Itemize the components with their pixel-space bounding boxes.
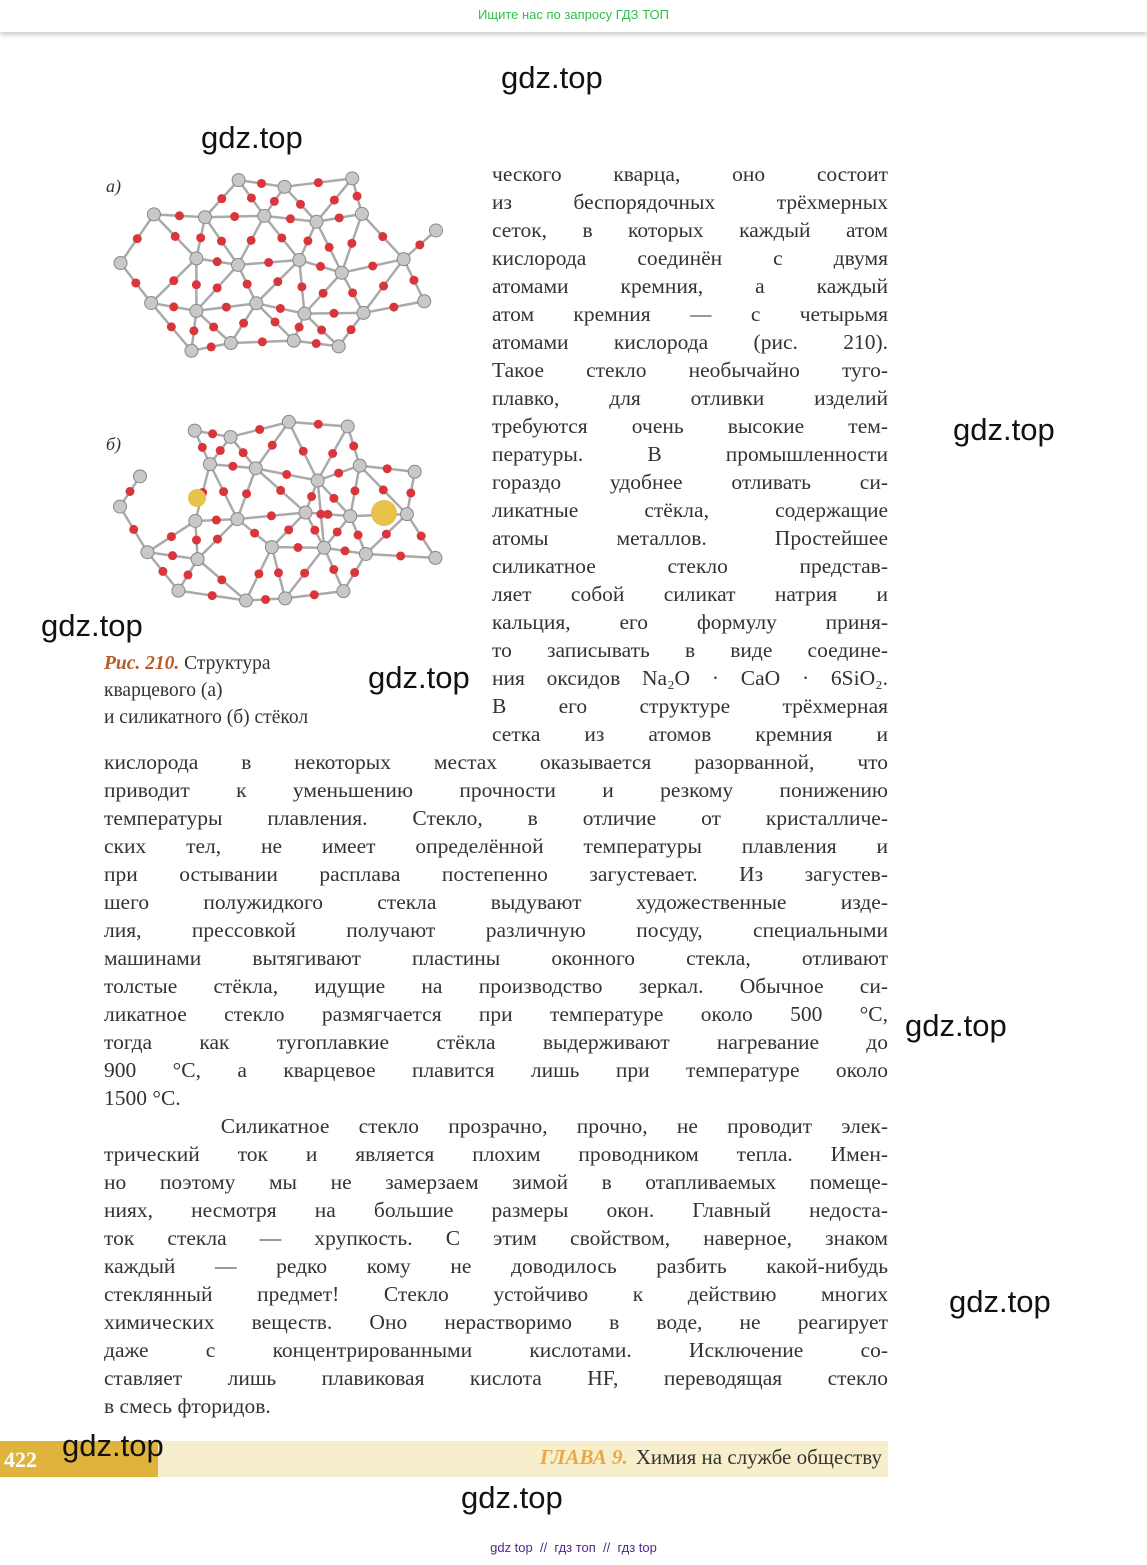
oxygen-atom <box>310 590 319 599</box>
oxygen-atom <box>169 302 178 311</box>
silicon-atom <box>141 546 154 559</box>
text-line: каждый — редко кому не доводилось разбить какой-нибудь <box>104 1254 888 1278</box>
oxygen-atom <box>319 289 328 298</box>
oxygen-atom <box>341 546 350 555</box>
text-line: ния оксидов Na₂O · CaO · 6SiO₂. <box>492 666 888 690</box>
oxygen-atom <box>222 303 231 312</box>
oxygen-atom <box>323 510 332 519</box>
oxygen-atom <box>382 530 391 539</box>
top-banner: Ищите нас по запросу ГДЗ ТОП <box>0 0 1147 32</box>
figure-caption: Рис. 210. Структура кварцевого (а) и силикатного (б) стёкол <box>104 653 309 728</box>
oxygen-atom <box>255 425 264 434</box>
silicon-atom <box>341 420 354 433</box>
text-line: но поэтому мы не замерзаем зимой в отапливаемых помеще- <box>104 1170 888 1194</box>
silicon-atom <box>190 304 203 317</box>
oxygen-atom <box>196 233 205 242</box>
oxygen-atom <box>216 446 225 455</box>
silicon-atom <box>408 465 421 478</box>
silicon-atom <box>287 334 300 347</box>
oxygen-atom <box>299 447 308 456</box>
oxygen-atom <box>329 494 338 503</box>
watermark: gdz.top <box>905 1008 1007 1043</box>
silicon-atom <box>355 207 368 220</box>
oxygen-atom <box>330 196 339 205</box>
text-line: сетка из атомов кремния и <box>492 722 888 746</box>
oxygen-atom <box>295 323 304 332</box>
text-line: пературы. В промышленности <box>492 442 888 466</box>
oxygen-atom <box>213 257 222 266</box>
oxygen-atom <box>317 326 326 335</box>
oxygen-atom <box>167 322 176 331</box>
text-line: атомы металлов. Простейшее <box>492 526 888 550</box>
oxygen-atom <box>129 525 138 534</box>
silicon-atom <box>311 474 324 487</box>
oxygen-atom <box>383 464 392 473</box>
oxygen-atom <box>267 511 276 520</box>
watermark: gdz.top <box>41 608 143 643</box>
oxygen-atom <box>217 237 226 246</box>
silicon-atom <box>224 430 237 443</box>
oxygen-atom <box>273 277 282 286</box>
silicon-atom <box>299 506 312 519</box>
watermark: gdz.top <box>62 1428 164 1463</box>
text-line: из беспорядочных трёхмерных <box>492 190 888 214</box>
text-line: ческого кварца, оно состоит <box>492 162 888 186</box>
oxygen-atom <box>417 532 426 541</box>
text-line: В его структуре трёхмерная <box>492 694 888 718</box>
silicon-atom <box>357 306 370 319</box>
silicon-atom <box>114 500 127 513</box>
text-line: толстые стёкла, идущие на производство зеркал. Обычное си- <box>104 974 888 998</box>
oxygen-atom <box>208 591 217 600</box>
oxygen-atom <box>213 283 222 292</box>
oxygen-atom <box>325 243 334 252</box>
page-number: 422 <box>0 1441 158 1477</box>
oxygen-atom <box>406 488 415 497</box>
silicon-atom <box>185 344 198 357</box>
oxygen-atom <box>329 309 338 318</box>
oxygen-atom <box>189 326 198 335</box>
oxygen-atom <box>347 325 356 334</box>
oxygen-atom <box>310 526 319 535</box>
silicon-atom <box>332 340 345 353</box>
text-line: ликатные стёкла, содержащие <box>492 498 888 522</box>
oxygen-atom <box>242 489 251 498</box>
oxygen-atom <box>207 342 216 351</box>
oxygen-atom <box>271 317 280 326</box>
oxygen-atom <box>217 194 226 203</box>
oxygen-atom <box>171 232 180 241</box>
oxygen-atom <box>133 234 142 243</box>
oxygen-atom <box>286 214 295 223</box>
text-line: требуются очень высокие тем- <box>492 414 888 438</box>
silicon-atom <box>134 470 147 483</box>
oxygen-atom <box>349 442 358 451</box>
oxygen-atom <box>126 487 135 496</box>
silicon-atom <box>231 258 244 271</box>
oxygen-atom <box>314 420 323 429</box>
oxygen-atom <box>258 337 267 346</box>
silicon-atom <box>337 585 350 598</box>
watermark: gdz.top <box>368 660 470 695</box>
oxygen-atom <box>239 319 248 328</box>
text-line: атомами кремния, а каждый <box>492 274 888 298</box>
oxygen-atom <box>277 233 286 242</box>
quartz-glass-structure <box>100 160 450 385</box>
oxygen-atom <box>243 280 252 289</box>
text-line: ток стекла — хрупкость. С этим свойством, наверное, знаком <box>104 1226 888 1250</box>
oxygen-atom <box>230 212 239 221</box>
metal-atom <box>188 489 206 507</box>
silicon-atom <box>265 541 278 554</box>
oxygen-atom <box>247 193 256 202</box>
silicon-atom <box>429 224 442 237</box>
silicon-atom <box>172 584 185 597</box>
oxygen-atom <box>350 568 359 577</box>
silicon-atom <box>250 297 263 310</box>
oxygen-atom <box>297 282 306 291</box>
text-line: атом кремния — с четырьмя <box>492 302 888 326</box>
text-line: Силикатное стекло прозрачно, прочно, не проводит элек- <box>104 1114 888 1138</box>
oxygen-atom <box>333 527 342 536</box>
oxygen-atom <box>217 575 226 584</box>
oxygen-atom <box>175 211 184 220</box>
text-line: 900 °С, а кварцевое плавится лишь при температуре около <box>104 1058 888 1082</box>
text-line: даже с концентрированными кислотами. Исключение со- <box>104 1338 888 1362</box>
text-line: трический ток и является плохим проводником тепла. Имен- <box>104 1142 888 1166</box>
text-line: ликатное стекло размягчается при температуре около 500 °С, <box>104 1002 888 1026</box>
silicon-atom <box>232 174 245 187</box>
oxygen-atom <box>268 441 277 450</box>
silicon-atom <box>145 296 158 309</box>
silicon-atom <box>198 211 211 224</box>
text-line: Такое стекло необычайно туго- <box>492 358 888 382</box>
oxygen-atom <box>389 303 398 312</box>
silicon-atom <box>279 592 292 605</box>
silicon-atom <box>318 541 331 554</box>
text-line: в смесь фторидов. <box>104 1394 271 1418</box>
oxygen-atom <box>239 448 248 457</box>
bottom-links[interactable]: gdz top // гдз топ // гдз top <box>490 1540 657 1555</box>
oxygen-atom <box>219 487 228 496</box>
figure-label-a: а) <box>106 176 121 196</box>
text-line: атомами кислорода (рис. 210). <box>492 330 888 354</box>
oxygen-atom <box>192 280 201 289</box>
oxygen-atom <box>378 232 387 241</box>
oxygen-atom <box>198 443 207 452</box>
text-line: шего полужидкого стекла выдувают художественные изде- <box>104 890 888 914</box>
text-line: то записывать в виде соедине- <box>492 638 888 662</box>
text-line: ставляет лишь плавиковая кислота HF, переводящая стекло <box>104 1366 888 1390</box>
oxygen-atom <box>264 258 273 267</box>
silicate-glass-structure <box>100 410 460 625</box>
oxygen-atom <box>353 192 362 201</box>
silicon-atom <box>335 266 348 279</box>
oxygen-atom <box>296 200 305 209</box>
oxygen-atom <box>167 532 176 541</box>
oxygen-atom <box>314 178 323 187</box>
oxygen-atom <box>409 276 418 285</box>
oxygen-atom <box>212 516 221 525</box>
text-line: кислорода в некоторых местах оказывается разорванной, что <box>104 750 888 774</box>
silicon-atom <box>258 209 271 222</box>
oxygen-atom <box>270 197 279 206</box>
oxygen-atom <box>192 536 201 545</box>
watermark: gdz.top <box>501 60 603 95</box>
oxygen-atom <box>350 486 359 495</box>
silicon-atom <box>278 180 291 193</box>
silicon-atom <box>310 215 323 228</box>
silicon-atom <box>397 253 410 266</box>
oxygen-atom <box>307 492 316 501</box>
silicon-atom <box>418 295 431 308</box>
oxygen-atom <box>282 470 291 479</box>
watermark: gdz.top <box>949 1284 1051 1319</box>
silicon-atom <box>191 553 204 566</box>
text-line: химических веществ. Оно нерастворимо в воде, не реагирует <box>104 1310 888 1334</box>
text-line: плавко, для отливки изделий <box>492 386 888 410</box>
oxygen-atom <box>335 213 344 222</box>
text-line: силикатное стекло представ- <box>492 554 888 578</box>
chapter-title: ГЛАВА 9. Химия на службе обществу <box>539 1445 882 1469</box>
oxygen-atom <box>312 339 321 348</box>
oxygen-atom <box>131 278 140 287</box>
oxygen-atom <box>261 595 270 604</box>
oxygen-atom <box>334 469 343 478</box>
text-line: ниях, несмотря на большие размеры окон. Главный недоста- <box>104 1198 888 1222</box>
text-line: лия, прессовкой получают различную посуду, специальными <box>104 918 888 942</box>
oxygen-atom <box>213 535 222 544</box>
text-line: кальция, его формулу приня- <box>492 610 888 634</box>
oxygen-atom <box>316 262 325 271</box>
text-line: приводит к уменьшению прочности и резкому понижению <box>104 778 888 802</box>
oxygen-atom <box>415 240 424 249</box>
oxygen-atom <box>168 551 177 560</box>
oxygen-atom <box>274 568 283 577</box>
oxygen-atom <box>348 288 357 297</box>
text-line: кислорода соединён с двумя <box>492 246 888 270</box>
text-line: машинами вытягивают пластины оконного стекла, отливают <box>104 946 888 970</box>
oxygen-atom <box>208 429 217 438</box>
silicon-atom <box>249 462 262 475</box>
silicon-atom <box>239 594 252 607</box>
metal-atom <box>371 500 397 526</box>
text-line: ляет собой силикат натрия и <box>492 582 888 606</box>
text-line: температуры плавления. Стекло, в отличие от кристалличе- <box>104 806 888 830</box>
oxygen-atom <box>276 486 285 495</box>
watermark: gdz.top <box>201 120 303 155</box>
silicon-atom <box>147 208 160 221</box>
text-line: тогда как тугоплавкие стёкла выдерживают нагревание до <box>104 1030 888 1054</box>
silicon-atom <box>298 307 311 320</box>
silicon-atom <box>190 252 203 265</box>
silicon-atom <box>282 415 295 428</box>
oxygen-atom <box>293 543 302 552</box>
silicon-atom <box>114 256 127 269</box>
silicon-atom <box>353 459 366 472</box>
silicon-atom <box>189 514 202 527</box>
oxygen-atom <box>329 565 338 574</box>
silicon-atom <box>346 172 359 185</box>
text-line: стеклянный предмет! Стекло устойчиво к действию многих <box>104 1282 888 1306</box>
silicon-atom <box>203 458 216 471</box>
oxygen-atom <box>250 529 259 538</box>
silicon-atom <box>400 508 413 521</box>
silicon-atom <box>293 254 306 267</box>
silicon-atom <box>344 510 357 523</box>
oxygen-atom <box>347 239 356 248</box>
text-line: ских тел, не имеет определённой температуры плавления и <box>104 834 888 858</box>
silicon-atom <box>231 513 244 526</box>
oxygen-atom <box>158 567 167 576</box>
silicon-atom <box>429 551 442 564</box>
oxygen-atom <box>247 236 256 245</box>
watermark: gdz.top <box>953 412 1055 447</box>
oxygen-atom <box>368 261 377 270</box>
oxygen-atom <box>354 531 363 540</box>
figure-label-b: б) <box>106 434 122 454</box>
oxygen-atom <box>209 322 218 331</box>
oxygen-atom <box>379 485 388 494</box>
oxygen-atom <box>228 462 237 471</box>
text-line: при остывании расплава постепенно загустевает. Из загустев- <box>104 862 888 886</box>
silicon-atom <box>188 424 201 437</box>
oxygen-atom <box>257 179 266 188</box>
oxygen-atom <box>379 282 388 291</box>
oxygen-atom <box>254 569 263 578</box>
text-line: 1500 °С. <box>104 1086 181 1110</box>
oxygen-atom <box>328 449 337 458</box>
watermark: gdz.top <box>461 1480 563 1515</box>
oxygen-atom <box>284 525 293 534</box>
silicon-atom <box>224 337 237 350</box>
oxygen-atom <box>303 236 312 245</box>
oxygen-atom <box>276 304 285 313</box>
oxygen-atom <box>396 551 405 560</box>
text-line: гораздо удобнее отливать си- <box>492 470 888 494</box>
oxygen-atom <box>169 276 178 285</box>
oxygen-atom <box>300 569 309 578</box>
oxygen-atom <box>184 570 193 579</box>
text-line: сеток, в которых каждый атом <box>492 218 888 242</box>
silicon-atom <box>359 547 372 560</box>
